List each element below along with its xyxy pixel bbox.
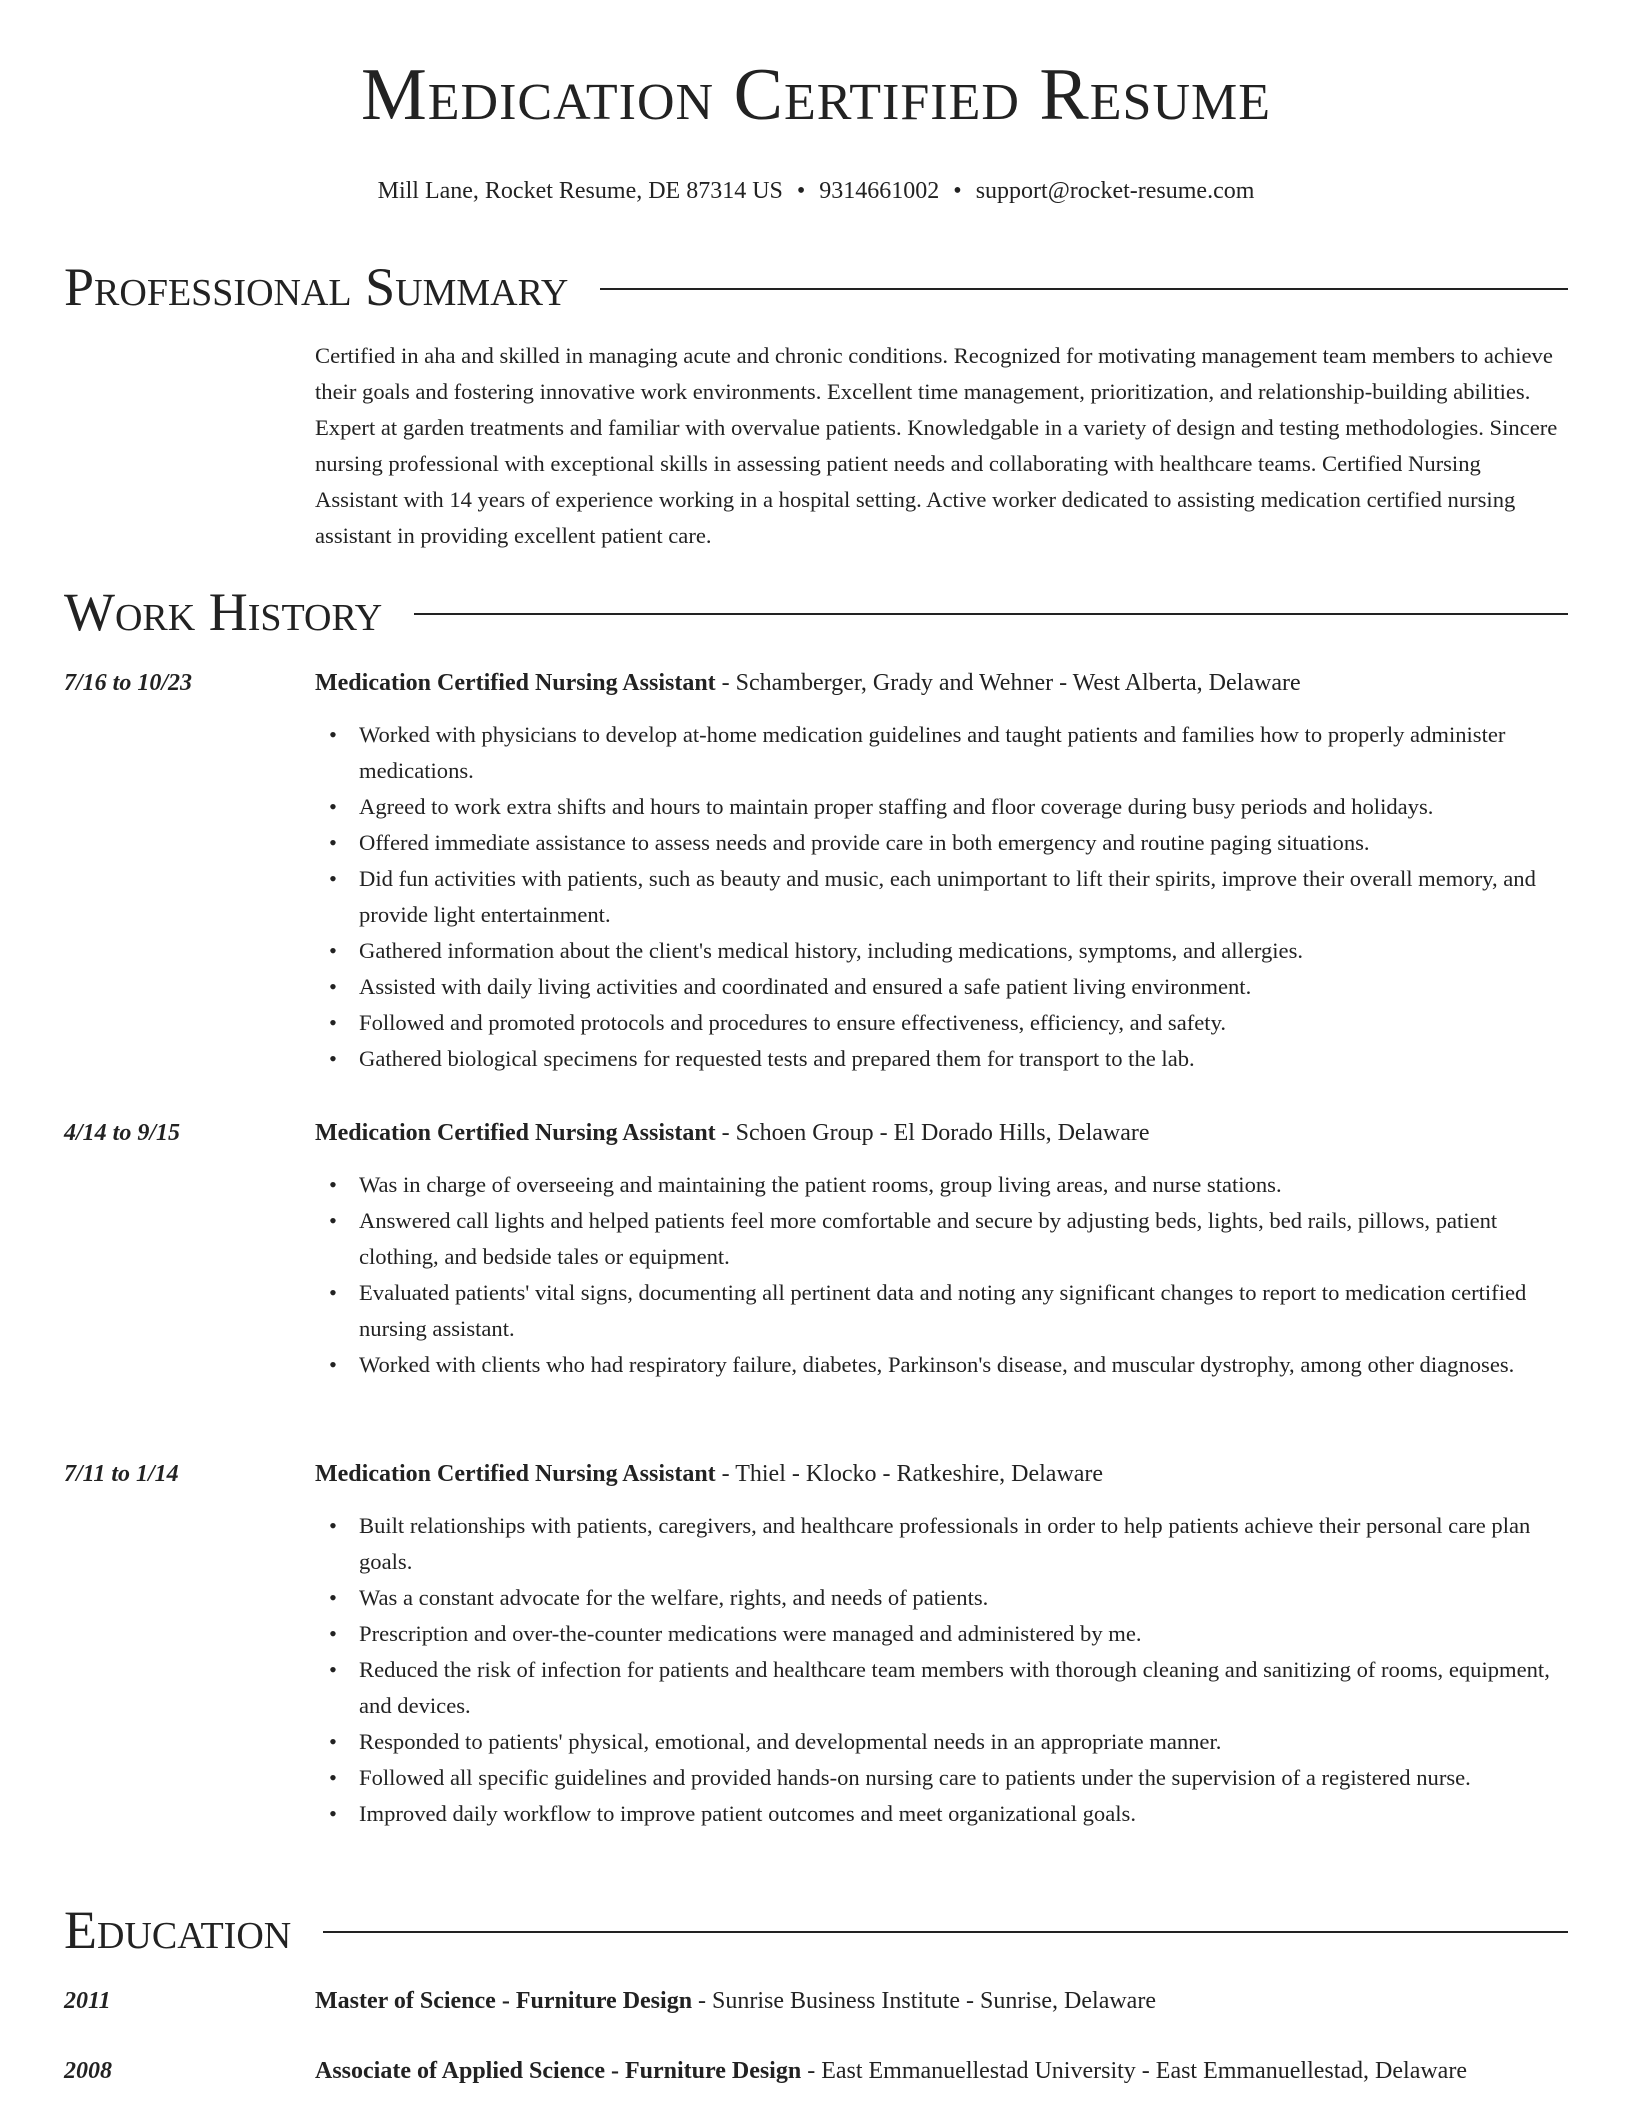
education-entry xyxy=(64,1983,1568,2019)
education-details: - Sunrise Business Institute - Sunrise, Delaware xyxy=(692,1988,1156,2014)
job-role: Medication Certified Nursing Assistant xyxy=(315,1120,716,1146)
education-heading xyxy=(315,1983,1568,2019)
job-entry xyxy=(64,1456,1568,1832)
job-dates: 7/11 to 1/14 xyxy=(64,1461,179,1487)
contact-separator: • xyxy=(953,178,962,204)
education-heading xyxy=(315,2053,1568,2089)
section-divider xyxy=(323,1931,1568,1933)
job-entry xyxy=(64,665,1568,1077)
job-bullet: • Offered immediate assistance to assess needs and provide care in both emergency and routine paging situations. xyxy=(359,825,1568,861)
education-year: 2011 xyxy=(64,1988,111,2014)
job-details: - Schoen Group - El Dorado Hills, Delaware xyxy=(715,1120,1150,1146)
education-degree: Associate of Applied Science - Furniture Design xyxy=(315,2058,802,2084)
summary-section-title: Professional Summary xyxy=(64,257,569,317)
job-bullet: • Built relationships with patients, caregivers, and healthcare professionals in order to help patients achieve their personal care plan goals. xyxy=(359,1508,1568,1580)
job-bullet: • Gathered information about the client's medical history, including medications, symptoms, and allergies. xyxy=(359,933,1568,969)
job-entry xyxy=(64,1115,1568,1383)
job-bullet: • Followed all specific guidelines and provided hands-on nursing care to patients under the supervision of a registered nurse. xyxy=(359,1760,1568,1796)
contact-separator: • xyxy=(796,178,806,204)
education-year: 2008 xyxy=(64,2058,112,2084)
job-bullet: • Responded to patients' physical, emotional, and developmental needs in an appropriate manner. xyxy=(359,1724,1568,1760)
job-bullet: • Assisted with daily living activities and coordinated and ensured a safe patient living environment. xyxy=(359,969,1568,1005)
education-section-title: Education xyxy=(64,1900,292,1960)
contact-line xyxy=(0,176,1632,206)
job-role: Medication Certified Nursing Assistant xyxy=(315,670,716,696)
job-dates: 7/16 to 10/23 xyxy=(64,670,193,696)
job-bullet: • Did fun activities with patients, such as beauty and music, each unimportant to lift their spirits, improve their overall memory, and provide light entertainment. xyxy=(359,861,1568,933)
job-bullet: • Was in charge of overseeing and maintaining the patient rooms, group living areas, and nurse stations. xyxy=(359,1167,1568,1203)
job-heading xyxy=(315,1456,1568,1492)
job-bullet: • Worked with physicians to develop at-home medication guidelines and taught patients and families how to properly administer medications. xyxy=(359,717,1568,789)
summary-text: Certified in aha and skilled in managing acute and chronic conditions. Recognized for motivating management team members to achieve their goals and fostering innovative work environments. Excellent time management, prioritization, and relationship-building abilities. Expert at garden treatments and familiar with overvalue patients. Knowledgable in a variety of design and testing methodologies. Sincere nursing professional with exceptional skills in assessing patient needs and collaborating with healthcare teams. Certified Nursing Assistant with 14 years of experience working in a hospital setting. Active worker dedicated to assisting medication certified nursing assistant in providing excellent patient care. xyxy=(315,343,1558,548)
work-section-title: Work History xyxy=(64,582,383,642)
job-details: - Schamberger, Grady and Wehner - West Alberta, Delaware xyxy=(715,670,1301,696)
job-role: Medication Certified Nursing Assistant xyxy=(315,1461,716,1487)
education-degree: Master of Science - Furniture Design xyxy=(315,1988,693,2014)
education-section-header xyxy=(64,1900,1568,1960)
education-details: - East Emmanuellestad University - East Emmanuellestad, Delaware xyxy=(801,2058,1467,2084)
education-entry xyxy=(64,2053,1568,2089)
job-bullet: • Was a constant advocate for the welfare, rights, and needs of patients. xyxy=(359,1580,1568,1616)
contact-email: support@rocket-resume.com xyxy=(975,178,1255,204)
job-bullet: • Gathered biological specimens for requested tests and prepared them for transport to the lab. xyxy=(359,1041,1568,1077)
job-bullet: • Evaluated patients' vital signs, documenting all pertinent data and noting any significant changes to report to medication certified nursing assistant. xyxy=(359,1275,1568,1347)
job-bullets xyxy=(359,1508,1568,1832)
job-bullet: • Answered call lights and helped patients feel more comfortable and secure by adjusting beds, lights, bed rails, pillows, patient clothing, and bedside tales or equipment. xyxy=(359,1203,1568,1275)
job-bullet: • Improved daily workflow to improve patient outcomes and meet organizational goals. xyxy=(359,1796,1568,1832)
resume-title: Medication Certified Resume xyxy=(361,54,1271,136)
job-details: - Thiel - Klocko - Ratkeshire, Delaware xyxy=(715,1461,1104,1487)
summary-section-header xyxy=(64,257,1568,317)
section-divider xyxy=(600,288,1568,290)
job-heading xyxy=(315,665,1568,701)
contact-address: Mill Lane, Rocket Resume, DE 87314 US xyxy=(377,178,783,204)
job-bullet: • Followed and promoted protocols and procedures to ensure effectiveness, efficiency, and safety. xyxy=(359,1005,1568,1041)
section-divider xyxy=(414,613,1568,615)
job-bullet: • Agreed to work extra shifts and hours to maintain proper staffing and floor coverage during busy periods and holidays. xyxy=(359,789,1568,825)
job-bullet: • Reduced the risk of infection for patients and healthcare team members with thorough cleaning and sanitizing of rooms, equipment, and devices. xyxy=(359,1652,1568,1724)
job-bullet: • Prescription and over-the-counter medications were managed and administered by me. xyxy=(359,1616,1568,1652)
job-bullets xyxy=(359,1167,1568,1383)
job-dates: 4/14 to 9/15 xyxy=(64,1120,181,1146)
work-section-header xyxy=(64,582,1568,642)
job-bullet: • Worked with clients who had respiratory failure, diabetes, Parkinson's disease, and muscular dystrophy, among other diagnoses. xyxy=(359,1347,1568,1383)
contact-phone: 9314661002 xyxy=(819,178,940,204)
job-heading xyxy=(315,1115,1568,1151)
job-bullets xyxy=(359,717,1568,1077)
